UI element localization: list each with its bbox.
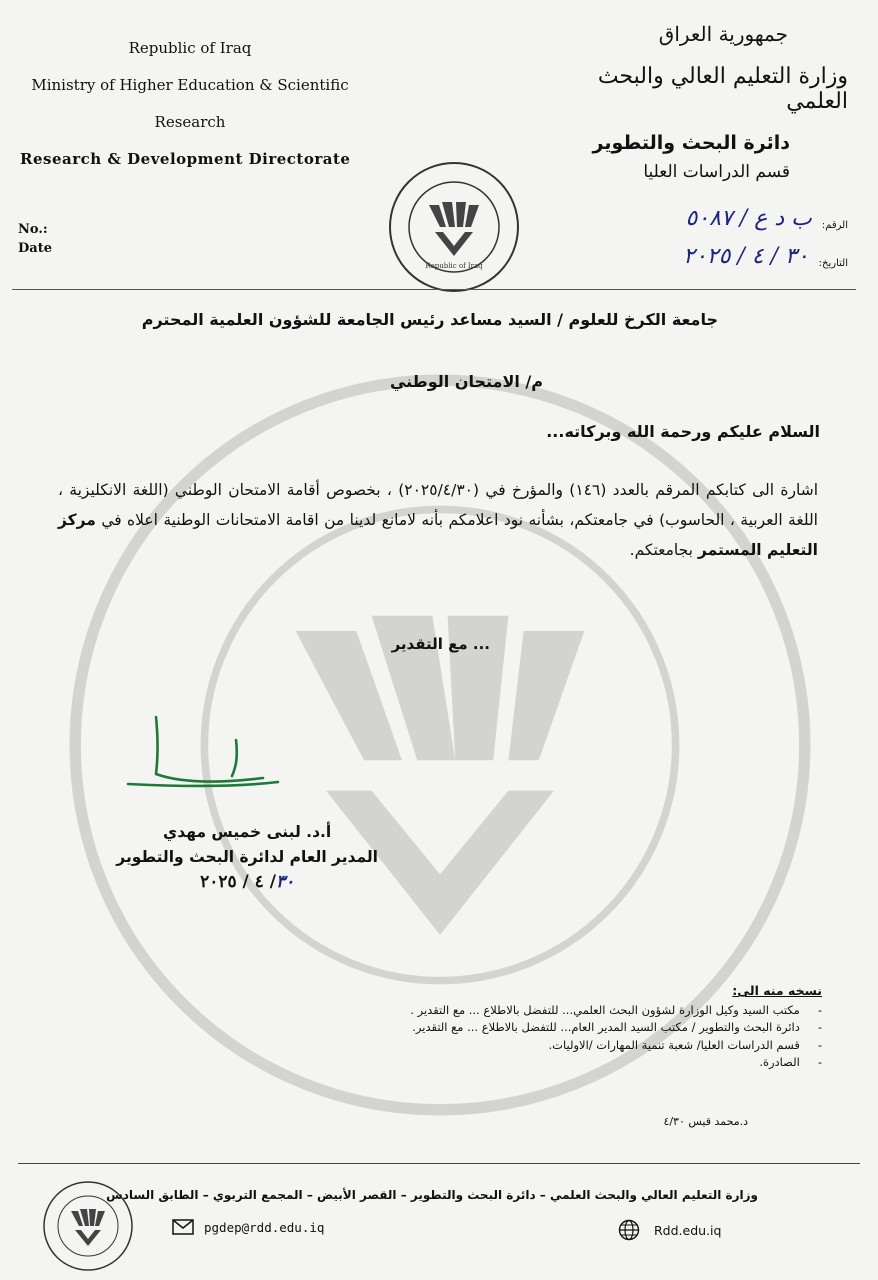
ministry-seal-icon — [387, 160, 521, 294]
footer-website — [618, 1219, 721, 1241]
bullet: - — [817, 1037, 822, 1052]
department-ar: قسم الدراسات العليا — [643, 162, 790, 182]
addressee: جامعة الكرخ للعلوم / السيد مساعد رئيس الجامعة للشؤون العلمية المحترم — [141, 310, 718, 329]
bullet: - — [817, 1020, 822, 1034]
republic-en: Republic of Iraq — [128, 39, 252, 57]
reference-number — [588, 206, 848, 231]
preparer-initials: د.محمد قيس ٤/٣٠ — [663, 1115, 748, 1128]
list-item — [342, 1037, 822, 1055]
footer-address: وزارة التعليم العالي والبحث العلمي – دائرة البحث والتطوير – القصر الأبيض – المجمع التربوي – الطابق السادس — [106, 1188, 758, 1202]
website-url[interactable]: Rdd.edu.iq — [654, 1222, 722, 1238]
footer-email — [172, 1219, 324, 1235]
handwritten-signature — [118, 712, 283, 797]
ministry-ar: وزارة التعليم العالي والبحث العلمي — [597, 64, 848, 114]
copy-item: الصادرة. — [759, 1055, 800, 1069]
seal-text: Republic of Iraq — [425, 262, 483, 270]
footer-divider — [18, 1163, 860, 1164]
republic-ar: جمهورية العراق — [658, 22, 788, 46]
no-label: No.: — [18, 222, 48, 237]
ministry-en: Ministry of Higher Education & Scientific — [31, 76, 349, 94]
english-letterhead — [20, 30, 360, 178]
no-date-labels — [18, 220, 52, 258]
globe-icon — [618, 1219, 640, 1241]
copy-list — [342, 982, 822, 1072]
reference-date — [588, 244, 848, 269]
signer-date-day: ٣٠ — [275, 872, 295, 892]
directorate-ar: دائرة البحث والتطوير — [592, 132, 790, 154]
body-emphasis: مركز التعليم المستمر — [58, 511, 818, 559]
list-item — [342, 1002, 822, 1020]
body-main: اشارة الى كتابكم المرقم بالعدد (١٤٦) والمؤرخ في (٢٠٢٥/٤/٣٠) ، بخصوص أقامة الامتحان الوطني (اللغة الانكليزية ، اللغة العربية ، الحاسوب) في جامعتكم، بشأنه نود اعلامكم بأنه لامانع لدينا من اقامة الامتحانات الوطنية اعلاه في — [58, 481, 818, 529]
copy-item: مكتب السيد وكيل الوزارة لشؤون البحث العلمي... للتفضل بالاطلاع ... مع التقدير . — [410, 1002, 800, 1017]
copy-item: دائرة البحث والتطوير / مكتب السيد المدير العام... للتفضل بالاطلاع ... مع التقدير. — [412, 1020, 800, 1034]
signer-title: المدير العام لدائرة البحث والتطوير — [116, 848, 378, 866]
bullet: - — [817, 1002, 822, 1017]
reference-date-label: التاريخ: — [818, 258, 848, 269]
body-end: بجامعتكم. — [629, 541, 693, 559]
date-label: Date — [18, 241, 52, 256]
email-address[interactable]: pgdep@rdd.edu.iq — [204, 1219, 325, 1235]
bullet: - — [817, 1055, 822, 1069]
copy-list-title: نسخه منه الى: — [732, 983, 822, 998]
directorate-en: Research & Development Directorate — [20, 150, 351, 168]
envelope-icon — [172, 1219, 194, 1235]
signer-block — [116, 820, 378, 895]
reference-number-label: الرقم: — [821, 220, 848, 231]
letter-body — [58, 475, 818, 565]
header-divider — [12, 289, 856, 290]
closing-regards: ... مع التقدير — [391, 635, 490, 653]
reference-number-value: ب د ع / ٥٠٨٧ — [685, 206, 812, 231]
signer-date-rest: / ٤ / ٢٠٢٥ — [200, 872, 276, 892]
arabic-letterhead — [548, 22, 848, 182]
signer-date — [116, 870, 378, 895]
list-item — [342, 1019, 822, 1037]
list-item — [342, 1054, 822, 1072]
subject: م/ الامتحان الوطني — [389, 372, 543, 391]
signer-name: أ.د. لبنى خميس مهدي — [163, 823, 332, 841]
copy-item: قسم الدراسات العليا/ شعبة تنمية المهارات /الاوليات. — [548, 1037, 800, 1052]
reference-date-value: ٣٠ / ٤ / ٢٠٢٥ — [683, 244, 809, 269]
greeting: السلام عليكم ورحمة الله وبركاته... — [546, 422, 820, 441]
ministry-en-cont: Research — [154, 113, 226, 131]
